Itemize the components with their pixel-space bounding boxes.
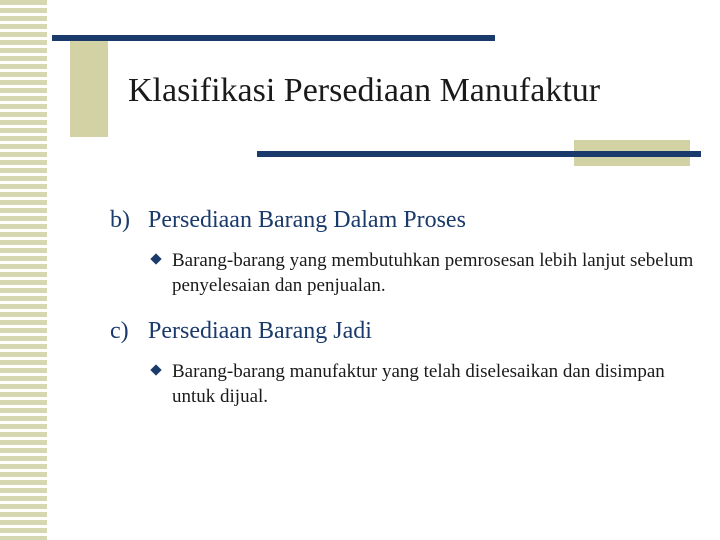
item-label-b: Persediaan Barang Dalam Proses: [148, 207, 466, 233]
sub-bullet-b: [152, 248, 700, 298]
title-rule-top: [52, 35, 495, 41]
sub-bullet-c: [152, 359, 700, 409]
title-rule-bottom: [257, 151, 701, 157]
slide-title: Klasifikasi Persediaan Manufaktur: [128, 72, 601, 109]
decorative-stripes: [0, 0, 50, 540]
list-item-b: [110, 207, 700, 234]
list-item-c: [110, 318, 700, 345]
item-label-c: Persediaan Barang Jadi: [148, 318, 372, 344]
diamond-bullet-icon: [150, 364, 161, 375]
slide-body: [110, 207, 700, 429]
sub-bullet-text-c: Barang-barang manufaktur yang telah diselesaikan dan disimpan untuk dijual.: [172, 361, 665, 407]
item-marker-c: c): [110, 318, 129, 344]
accent-block-left: [70, 40, 108, 137]
diamond-bullet-icon: [150, 253, 161, 264]
sub-bullet-text-b: Barang-barang yang membutuhkan pemrosesan lebih lanjut sebelum penyelesaian dan penjualan.: [172, 250, 694, 296]
item-marker-b: b): [110, 207, 130, 233]
